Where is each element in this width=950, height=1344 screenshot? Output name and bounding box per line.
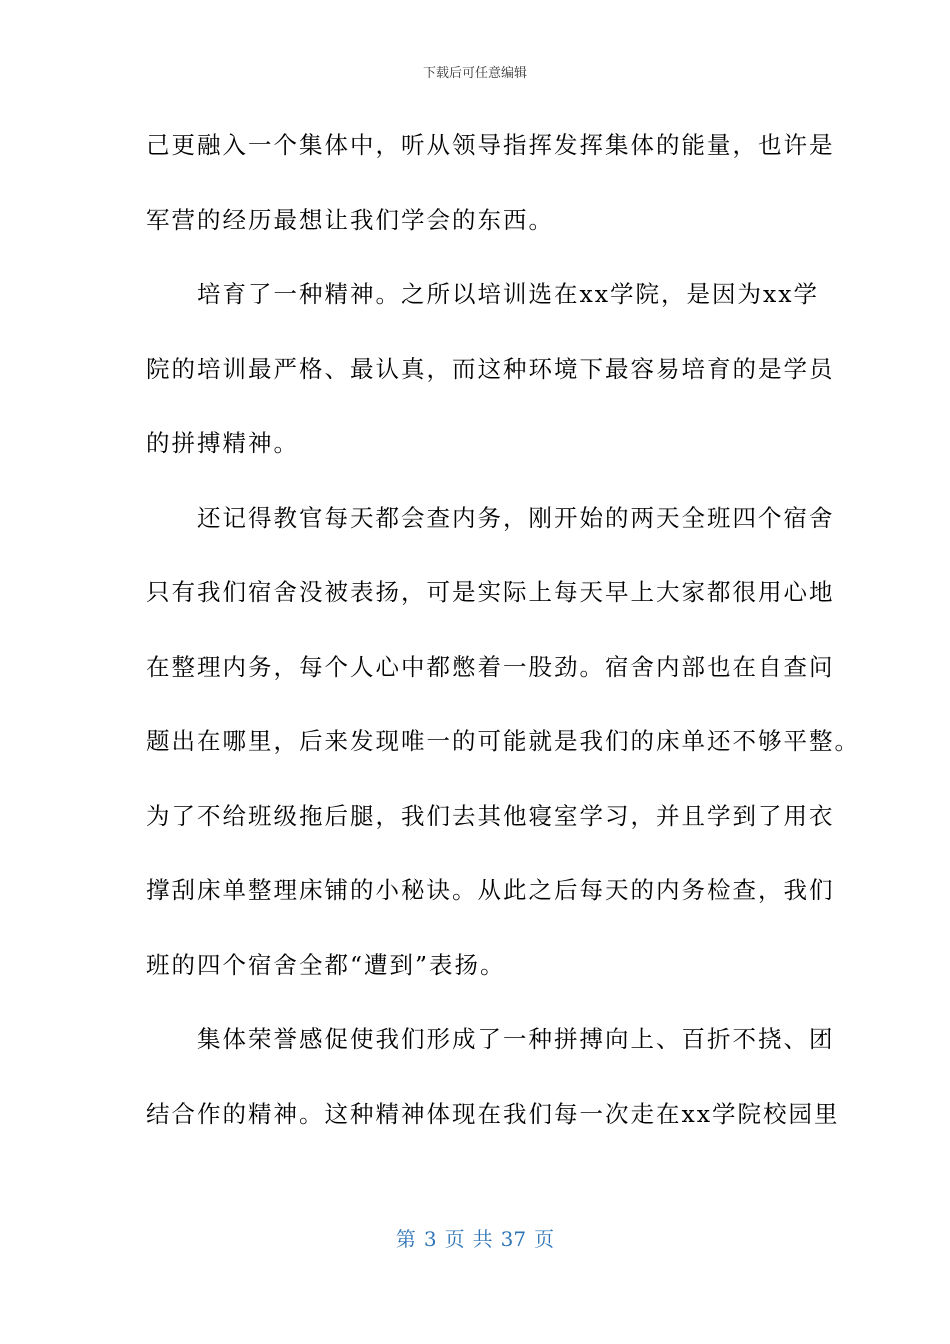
page-footer <box>0 1226 950 1252</box>
page-label: 页 <box>444 1227 465 1251</box>
text-line: 还记得教官每天都会查内务，刚开始的两天全班四个宿舍 <box>146 503 835 532</box>
text-line: 班的四个宿舍全都“遭到”表扬。 <box>146 950 506 979</box>
text-line: 结合作的精神。这种精神体现在我们每一次走在xx学院校园里 <box>146 1099 840 1128</box>
text-line: 撑刮床单整理床铺的小秘诀。从此之后每天的内务检查，我们 <box>146 876 835 904</box>
total-pages: 37 <box>500 1227 527 1251</box>
document-body <box>146 125 860 1168</box>
text-line: 集体荣誉感促使我们形成了一种拼搏向上、百折不挠、团 <box>146 1025 835 1053</box>
page-number: 3 <box>423 1227 437 1251</box>
text-line: 己更融入一个集体中，听从领导指挥发挥集体的能量，也许是 <box>146 131 835 159</box>
page-prefix: 第 <box>395 1227 416 1251</box>
text-line: 培育了一种精神。之所以培训选在xx学院，是因为xx学 <box>146 280 820 308</box>
text-line: 只有我们宿舍没被表扬，可是实际上每天早上大家都很用心地 <box>146 578 835 606</box>
text-line: 军营的经历最想让我们学会的东西。 <box>146 205 554 234</box>
text-line: 院的培训最严格、最认真，而这种环境下最容易培育的是学员 <box>146 354 835 383</box>
text-line: 在整理内务，每个人心中都憋着一股劲。宿舍内部也在自查问 <box>146 652 835 681</box>
page-suffix: 页 <box>534 1227 555 1251</box>
page-header: 下载后可任意编辑 <box>422 66 527 81</box>
text-line: 题出在哪里，后来发现唯一的可能就是我们的床单还不够平整。 <box>146 727 860 755</box>
text-line: 为了不给班级拖后腿，我们去其他寝室学习，并且学到了用衣 <box>146 801 835 830</box>
total-label: 共 <box>472 1227 493 1251</box>
text-line: 的拼搏精神。 <box>146 429 299 457</box>
